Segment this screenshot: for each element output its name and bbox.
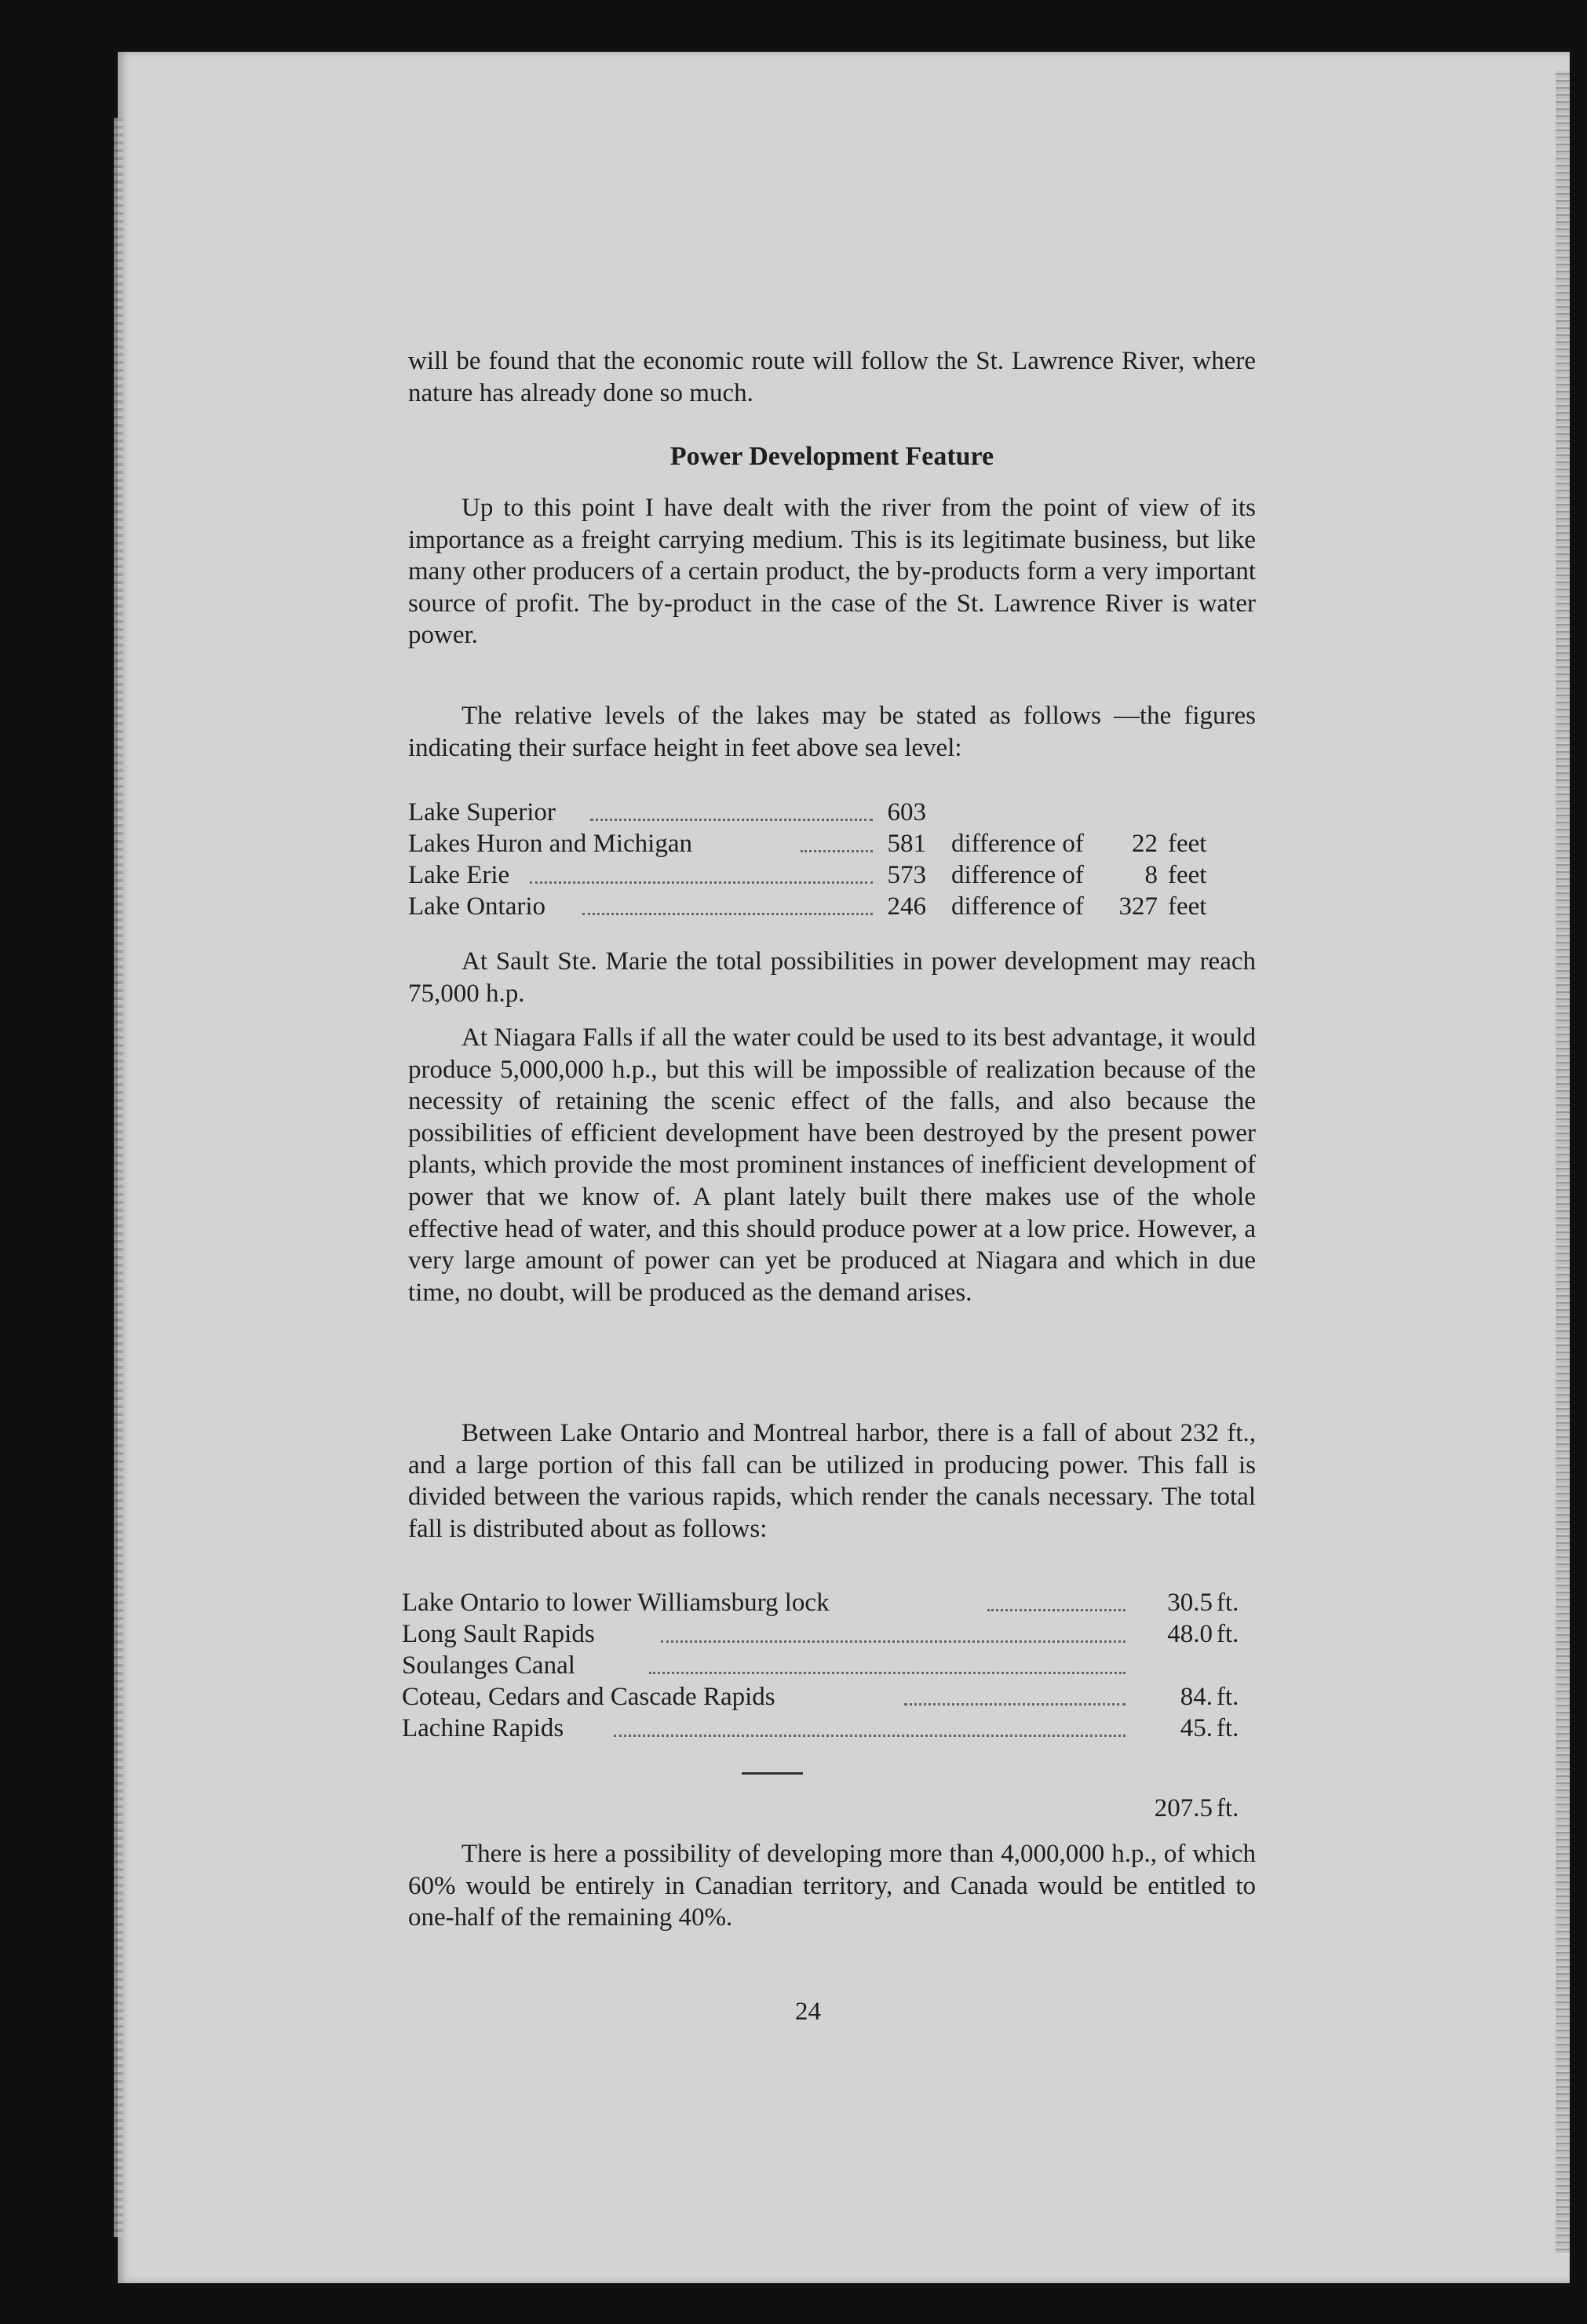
fall-row	[402, 1683, 1265, 1714]
fall-unit: ft.	[1217, 1714, 1239, 1742]
lake-row	[408, 892, 1256, 924]
page-number: 24	[795, 1997, 821, 2026]
section-heading-block	[408, 441, 1256, 472]
sault-text: At Sault Ste. Marie the total possibilities in power development may reach 75,000 h.p.	[408, 947, 1256, 1008]
niagara-paragraph	[408, 1022, 1256, 1308]
lake-level: 603	[887, 798, 926, 826]
difference-value: 22	[1132, 830, 1158, 858]
fall-location: Lake Ontario to lower Williamsburg lock	[402, 1589, 830, 1617]
dot-leader	[590, 819, 873, 821]
fall-location: Long Sault Rapids	[402, 1620, 595, 1648]
difference-value: 327	[1118, 892, 1158, 921]
lake-row	[408, 798, 1256, 830]
levels-intro-text: The relative levels of the lakes may be stated as follows —the figures indicating their surface height in feet above sea level:	[408, 702, 1256, 762]
lake-row	[408, 830, 1256, 861]
between-paragraph	[408, 1417, 1256, 1545]
dot-leader	[661, 1640, 1125, 1643]
section-heading: Power Development Feature	[669, 442, 994, 471]
page-right-edge	[1556, 71, 1570, 2253]
lake-level: 573	[887, 861, 926, 889]
fall-row	[402, 1714, 1265, 1746]
niagara-text: At Niagara Falls if all the water could be used to its best advantage, it would produce 5,000,000 h.p., but this will be impossible of realization because of the necessity of retaining the scenic effect of the falls, and also because the possibilities of efficient development have been destroyed by the present power plants, which provide the most prominent instances of inefficient development of power that we know of. A plant lately built there makes use of the whole effective head of water, and this should produce power at a low price. However, a very large amount of power can yet be produced at Niagara and which in due time, no doubt, will be produced as the demand arises.	[408, 1023, 1256, 1307]
possibility-paragraph	[408, 1838, 1256, 1934]
difference-unit: feet	[1168, 861, 1207, 889]
fall-total-row	[408, 1794, 1256, 1826]
difference-label: difference of	[951, 861, 1084, 889]
difference-unit: feet	[1168, 830, 1207, 858]
lake-level: 581	[887, 830, 926, 858]
sault-paragraph	[408, 946, 1256, 1009]
levels-intro-paragraph	[408, 700, 1256, 764]
difference-value: 8	[1144, 861, 1158, 889]
fall-unit: ft.	[1217, 1589, 1239, 1617]
fall-location: Coteau, Cedars and Cascade Rapids	[402, 1683, 775, 1711]
fall-distribution-table	[402, 1589, 1256, 1793]
dot-leader	[530, 881, 873, 884]
freight-text: Up to this point I have dealt with the river from the point of view of its importance as a freight carrying medium. This is its legitimate business, but like many other producers of a certain product, the by-products form a very important source of profit. The by-product in the case of the St. Lawrence River is water power.	[408, 494, 1256, 650]
fall-location: Soulanges Canal	[402, 1651, 575, 1680]
fall-location: Lachine Rapids	[402, 1714, 564, 1742]
fall-value: 48.0	[1167, 1620, 1213, 1648]
possibility-text: There is here a possibility of developing more than 4,000,000 h.p., of which 60% would be entirely in Canadian territory, and Canada would be entitled to one-half of the remaining 40%.	[408, 1840, 1256, 1932]
fall-row	[402, 1620, 1265, 1651]
fall-unit: ft.	[1217, 1620, 1239, 1648]
total-rule	[742, 1772, 803, 1775]
lake-name: Lake Erie	[408, 861, 510, 889]
lake-name: Lake Superior	[408, 798, 556, 826]
freight-paragraph	[408, 492, 1256, 651]
fall-unit: ft.	[1217, 1683, 1239, 1711]
lake-row	[408, 861, 1256, 892]
dot-leader	[614, 1735, 1125, 1737]
dot-leader	[801, 850, 873, 852]
fall-row	[402, 1651, 1265, 1683]
dot-leader	[904, 1703, 1125, 1706]
difference-label: difference of	[951, 892, 1084, 921]
fall-total-unit: ft.	[1217, 1794, 1239, 1822]
between-text: Between Lake Ontario and Montreal harbor, there is a fall of about 232 ft., and a large portion of this fall can be utilized in producing power. This fall is divided between the various rapids, which render the canals necessary. The total fall is distributed about as follows:	[408, 1419, 1256, 1543]
lake-name: Lakes Huron and Michigan	[408, 830, 692, 858]
fall-value: 30.5	[1167, 1589, 1213, 1617]
fall-value: 84.	[1180, 1683, 1213, 1711]
fall-value: 45.	[1180, 1714, 1213, 1742]
intro-paragraph	[408, 345, 1256, 409]
intro-text: will be found that the economic route will follow the St. Lawrence River, where nature has already done so much.	[408, 347, 1256, 407]
difference-label: difference of	[951, 830, 1084, 858]
fall-total-value: 207.5	[1154, 1794, 1213, 1822]
page-left-edge	[114, 118, 123, 2237]
dot-leader	[582, 913, 873, 915]
lake-levels-table	[408, 798, 1256, 932]
lake-name: Lake Ontario	[408, 892, 546, 921]
dot-leader	[649, 1672, 1125, 1674]
difference-unit: feet	[1168, 892, 1207, 921]
dot-leader	[987, 1609, 1125, 1611]
fall-total	[402, 1794, 1265, 1826]
fall-row	[402, 1589, 1265, 1620]
lake-level: 246	[887, 892, 926, 921]
